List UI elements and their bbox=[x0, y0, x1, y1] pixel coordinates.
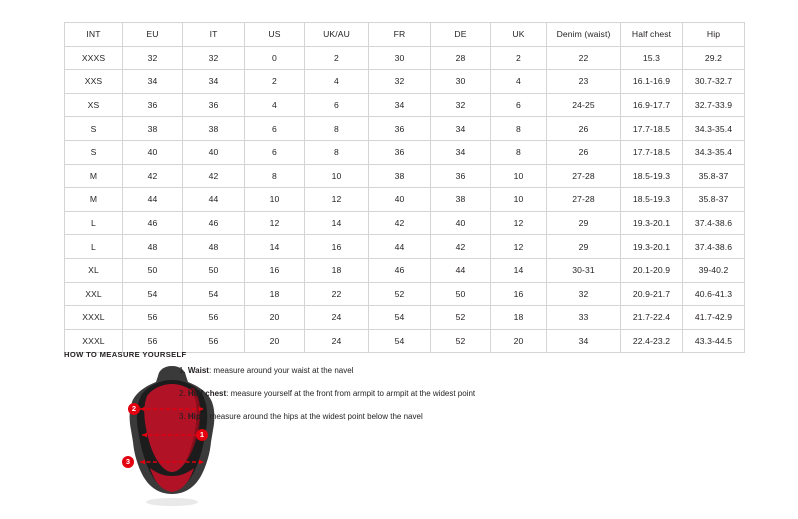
table-row bbox=[65, 46, 745, 70]
cell-int: XXXL bbox=[65, 329, 123, 353]
size-table-head bbox=[65, 23, 745, 47]
how-to-measure-title: HOW TO MEASURE YOURSELF bbox=[64, 350, 187, 359]
cell-it: 54 bbox=[183, 282, 245, 306]
cell-int: S bbox=[65, 117, 123, 141]
cell-int: XXL bbox=[65, 282, 123, 306]
column-header-hip: Hip bbox=[683, 23, 745, 47]
cell-us: 16 bbox=[245, 258, 305, 282]
cell-hip: 41.7-42.9 bbox=[683, 306, 745, 330]
size-table-body bbox=[65, 46, 745, 353]
cell-half-chest: 17.7-18.5 bbox=[621, 140, 683, 164]
cell-eu: 56 bbox=[123, 329, 183, 353]
cell-half-chest: 19.3-20.1 bbox=[621, 211, 683, 235]
cell-uk: 18 bbox=[491, 306, 547, 330]
cell-int: XXS bbox=[65, 70, 123, 94]
cell-it: 40 bbox=[183, 140, 245, 164]
cell-hip: 43.3-44.5 bbox=[683, 329, 745, 353]
cell-int: XL bbox=[65, 258, 123, 282]
cell-uk-au: 16 bbox=[305, 235, 369, 259]
cell-de: 52 bbox=[431, 306, 491, 330]
step-number: 2. bbox=[179, 389, 186, 398]
cell-int: L bbox=[65, 235, 123, 259]
cell-fr: 42 bbox=[369, 211, 431, 235]
cell-hip: 35.8-37 bbox=[683, 164, 745, 188]
measure-step-half-chest bbox=[179, 388, 699, 400]
cell-eu: 56 bbox=[123, 306, 183, 330]
cell-hip: 40.6-41.3 bbox=[683, 282, 745, 306]
cell-denim-waist: 26 bbox=[547, 140, 621, 164]
cell-denim-waist: 26 bbox=[547, 117, 621, 141]
cell-int: XXXS bbox=[65, 46, 123, 70]
cell-half-chest: 16.1-16.9 bbox=[621, 70, 683, 94]
cell-it: 56 bbox=[183, 306, 245, 330]
cell-eu: 38 bbox=[123, 117, 183, 141]
cell-half-chest: 21.7-22.4 bbox=[621, 306, 683, 330]
measure-steps-list bbox=[179, 365, 699, 434]
cell-uk: 12 bbox=[491, 235, 547, 259]
cell-eu: 32 bbox=[123, 46, 183, 70]
table-row bbox=[65, 306, 745, 330]
cell-uk-au: 8 bbox=[305, 140, 369, 164]
cell-eu: 42 bbox=[123, 164, 183, 188]
cell-fr: 32 bbox=[369, 70, 431, 94]
cell-uk-au: 8 bbox=[305, 117, 369, 141]
cell-denim-waist: 22 bbox=[547, 46, 621, 70]
cell-eu: 44 bbox=[123, 188, 183, 212]
cell-de: 44 bbox=[431, 258, 491, 282]
cell-half-chest: 16.9-17.7 bbox=[621, 93, 683, 117]
cell-fr: 40 bbox=[369, 188, 431, 212]
cell-denim-waist: 27-28 bbox=[547, 188, 621, 212]
step-text: : measure around your waist at the navel bbox=[208, 366, 354, 375]
how-to-measure-section bbox=[64, 362, 734, 512]
cell-us: 20 bbox=[245, 306, 305, 330]
table-row bbox=[65, 117, 745, 141]
step-number: 3. bbox=[179, 412, 186, 421]
cell-uk-au: 14 bbox=[305, 211, 369, 235]
cell-us: 8 bbox=[245, 164, 305, 188]
cell-half-chest: 15.3 bbox=[621, 46, 683, 70]
cell-uk-au: 6 bbox=[305, 93, 369, 117]
cell-hip: 39-40.2 bbox=[683, 258, 745, 282]
step-text: : measure yourself at the front from armpit to armpit at the widest point bbox=[226, 389, 476, 398]
cell-it: 34 bbox=[183, 70, 245, 94]
cell-half-chest: 18.5-19.3 bbox=[621, 164, 683, 188]
cell-it: 46 bbox=[183, 211, 245, 235]
table-header-row bbox=[65, 23, 745, 47]
cell-uk: 14 bbox=[491, 258, 547, 282]
cell-uk-au: 22 bbox=[305, 282, 369, 306]
cell-it: 50 bbox=[183, 258, 245, 282]
cell-fr: 36 bbox=[369, 140, 431, 164]
step-term: Half chest bbox=[187, 389, 227, 398]
cell-hip: 37.4-38.6 bbox=[683, 235, 745, 259]
cell-de: 34 bbox=[431, 140, 491, 164]
cell-de: 50 bbox=[431, 282, 491, 306]
cell-hip: 35.8-37 bbox=[683, 188, 745, 212]
cell-us: 4 bbox=[245, 93, 305, 117]
cell-denim-waist: 24-25 bbox=[547, 93, 621, 117]
cell-us: 0 bbox=[245, 46, 305, 70]
cell-uk: 6 bbox=[491, 93, 547, 117]
cell-fr: 54 bbox=[369, 329, 431, 353]
cell-it: 56 bbox=[183, 329, 245, 353]
column-header-half-chest: Half chest bbox=[621, 23, 683, 47]
cell-eu: 40 bbox=[123, 140, 183, 164]
cell-denim-waist: 32 bbox=[547, 282, 621, 306]
cell-denim-waist: 33 bbox=[547, 306, 621, 330]
cell-eu: 48 bbox=[123, 235, 183, 259]
cell-fr: 44 bbox=[369, 235, 431, 259]
step-text: : measure around the hips at the widest point below the navel bbox=[205, 412, 423, 421]
column-header-int: INT bbox=[65, 23, 123, 47]
table-row bbox=[65, 235, 745, 259]
cell-us: 6 bbox=[245, 140, 305, 164]
cell-denim-waist: 34 bbox=[547, 329, 621, 353]
cell-half-chest: 20.1-20.9 bbox=[621, 258, 683, 282]
cell-eu: 50 bbox=[123, 258, 183, 282]
cell-de: 32 bbox=[431, 93, 491, 117]
cell-uk-au: 24 bbox=[305, 329, 369, 353]
cell-de: 30 bbox=[431, 70, 491, 94]
cell-hip: 29.2 bbox=[683, 46, 745, 70]
cell-fr: 54 bbox=[369, 306, 431, 330]
cell-hip: 32.7-33.9 bbox=[683, 93, 745, 117]
cell-de: 42 bbox=[431, 235, 491, 259]
size-table bbox=[64, 22, 745, 353]
cell-int: L bbox=[65, 211, 123, 235]
cell-half-chest: 20.9-21.7 bbox=[621, 282, 683, 306]
cell-int: M bbox=[65, 188, 123, 212]
cell-uk: 8 bbox=[491, 140, 547, 164]
cell-fr: 38 bbox=[369, 164, 431, 188]
cell-uk: 10 bbox=[491, 188, 547, 212]
column-header-uk: UK bbox=[491, 23, 547, 47]
cell-uk: 8 bbox=[491, 117, 547, 141]
column-header-us: US bbox=[245, 23, 305, 47]
cell-de: 36 bbox=[431, 164, 491, 188]
cell-denim-waist: 29 bbox=[547, 211, 621, 235]
cell-de: 40 bbox=[431, 211, 491, 235]
cell-uk-au: 18 bbox=[305, 258, 369, 282]
table-row bbox=[65, 258, 745, 282]
cell-uk: 16 bbox=[491, 282, 547, 306]
cell-uk: 10 bbox=[491, 164, 547, 188]
cell-it: 38 bbox=[183, 117, 245, 141]
cell-us: 12 bbox=[245, 211, 305, 235]
cell-fr: 52 bbox=[369, 282, 431, 306]
cell-uk-au: 10 bbox=[305, 164, 369, 188]
cell-us: 10 bbox=[245, 188, 305, 212]
cell-eu: 34 bbox=[123, 70, 183, 94]
table-row bbox=[65, 140, 745, 164]
cell-half-chest: 18.5-19.3 bbox=[621, 188, 683, 212]
cell-it: 32 bbox=[183, 46, 245, 70]
measure-step-hips bbox=[179, 411, 699, 423]
cell-us: 2 bbox=[245, 70, 305, 94]
step-term: Hips bbox=[187, 412, 206, 421]
cell-int: XS bbox=[65, 93, 123, 117]
table-row bbox=[65, 93, 745, 117]
column-header-it: IT bbox=[183, 23, 245, 47]
cell-eu: 54 bbox=[123, 282, 183, 306]
cell-hip: 37.4-38.6 bbox=[683, 211, 745, 235]
cell-fr: 34 bbox=[369, 93, 431, 117]
cell-it: 48 bbox=[183, 235, 245, 259]
cell-hip: 34.3-35.4 bbox=[683, 117, 745, 141]
cell-uk: 2 bbox=[491, 46, 547, 70]
cell-eu: 46 bbox=[123, 211, 183, 235]
cell-fr: 46 bbox=[369, 258, 431, 282]
cell-it: 44 bbox=[183, 188, 245, 212]
cell-half-chest: 19.3-20.1 bbox=[621, 235, 683, 259]
table-row bbox=[65, 164, 745, 188]
cell-de: 34 bbox=[431, 117, 491, 141]
cell-half-chest: 22.4-23.2 bbox=[621, 329, 683, 353]
cell-us: 18 bbox=[245, 282, 305, 306]
cell-int: M bbox=[65, 164, 123, 188]
table-row bbox=[65, 282, 745, 306]
cell-int: S bbox=[65, 140, 123, 164]
cell-uk: 12 bbox=[491, 211, 547, 235]
figure-marker-hips: 3 bbox=[122, 456, 134, 468]
column-header-de: DE bbox=[431, 23, 491, 47]
cell-us: 14 bbox=[245, 235, 305, 259]
cell-denim-waist: 30-31 bbox=[547, 258, 621, 282]
cell-fr: 36 bbox=[369, 117, 431, 141]
step-term: Waist bbox=[187, 366, 209, 375]
cell-fr: 30 bbox=[369, 46, 431, 70]
cell-denim-waist: 27-28 bbox=[547, 164, 621, 188]
cell-hip: 30.7-32.7 bbox=[683, 70, 745, 94]
table-row bbox=[65, 211, 745, 235]
column-header-eu: EU bbox=[123, 23, 183, 47]
step-number: 1. bbox=[179, 366, 186, 375]
cell-it: 36 bbox=[183, 93, 245, 117]
table-row bbox=[65, 70, 745, 94]
figure-marker-half-chest: 2 bbox=[128, 403, 140, 415]
cell-denim-waist: 23 bbox=[547, 70, 621, 94]
cell-int: XXXL bbox=[65, 306, 123, 330]
column-header-fr: FR bbox=[369, 23, 431, 47]
size-table-container bbox=[64, 22, 734, 353]
figure-marker-waist: 1 bbox=[196, 429, 208, 441]
cell-us: 20 bbox=[245, 329, 305, 353]
cell-uk-au: 12 bbox=[305, 188, 369, 212]
cell-de: 28 bbox=[431, 46, 491, 70]
cell-uk-au: 24 bbox=[305, 306, 369, 330]
cell-de: 52 bbox=[431, 329, 491, 353]
column-header-denim-waist: Denim (waist) bbox=[547, 23, 621, 47]
cell-half-chest: 17.7-18.5 bbox=[621, 117, 683, 141]
cell-de: 38 bbox=[431, 188, 491, 212]
cell-hip: 34.3-35.4 bbox=[683, 140, 745, 164]
cell-uk-au: 2 bbox=[305, 46, 369, 70]
cell-us: 6 bbox=[245, 117, 305, 141]
cell-denim-waist: 29 bbox=[547, 235, 621, 259]
cell-uk: 20 bbox=[491, 329, 547, 353]
measure-step-waist bbox=[179, 365, 699, 377]
cell-it: 42 bbox=[183, 164, 245, 188]
cell-eu: 36 bbox=[123, 93, 183, 117]
column-header-uk-au: UK/AU bbox=[305, 23, 369, 47]
cell-uk: 4 bbox=[491, 70, 547, 94]
cell-uk-au: 4 bbox=[305, 70, 369, 94]
table-row bbox=[65, 188, 745, 212]
